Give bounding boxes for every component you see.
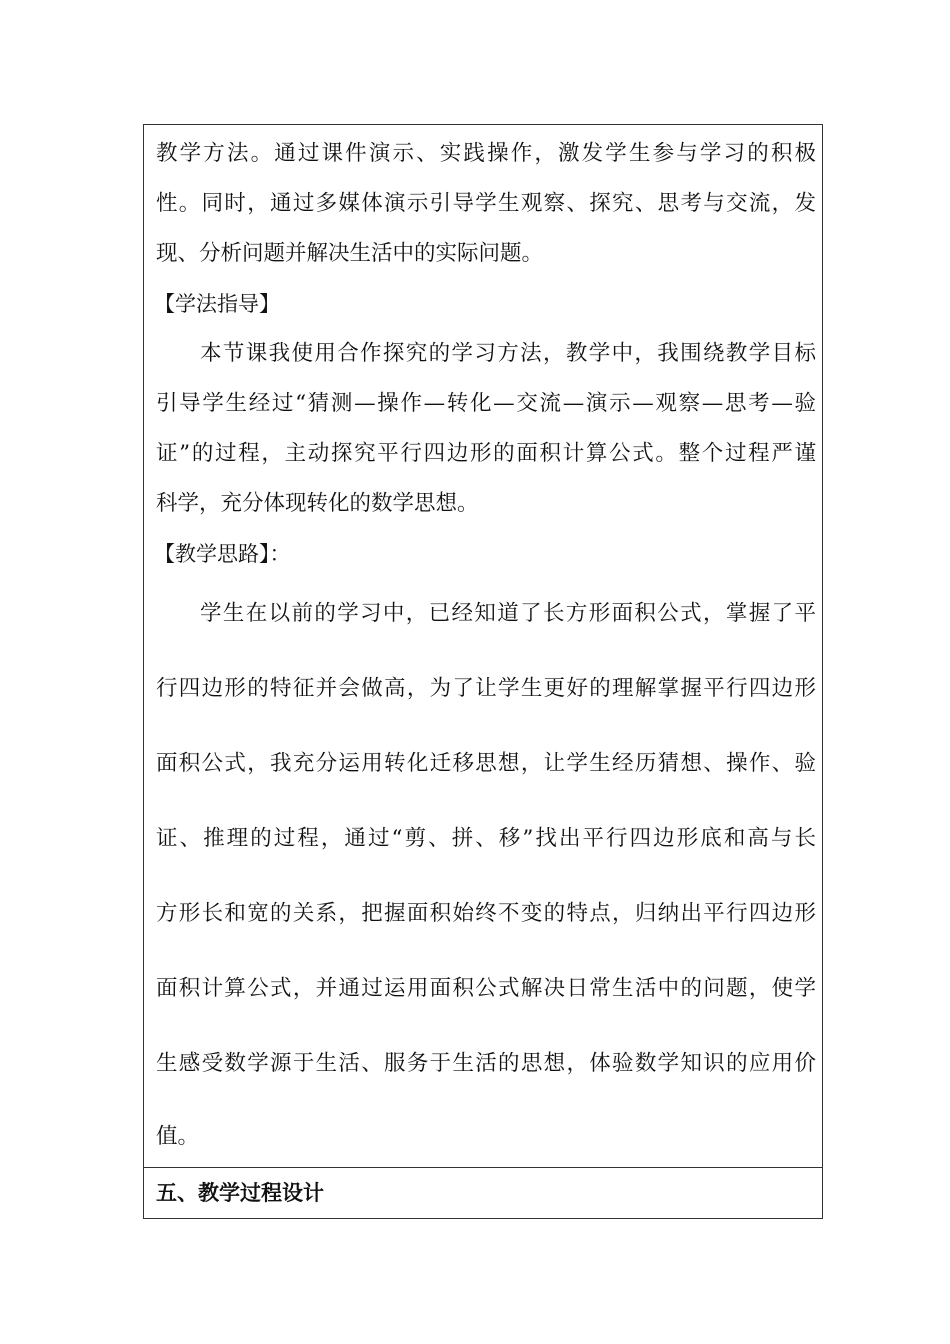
teaching-idea-line: 证、推理的过程，通过“剪、拼、移”找出平行四边形底和高与长 — [156, 826, 816, 851]
intro-line: 教学方法。通过课件演示、实践操作，激发学生参与学习的积极 — [156, 141, 816, 166]
teaching-idea-heading: 【教学思路】： — [154, 542, 291, 566]
teaching-idea-line: 方形长和宽的关系，把握面积始终不变的特点，归纳出平行四边形 — [156, 901, 816, 926]
study-method-line: 科学，充分体现转化的数学思想。 — [156, 491, 479, 516]
teaching-idea-line: 面积计算公式，并通过运用面积公式解决日常生活中的问题，使学 — [156, 976, 816, 1001]
lesson-plan-table — [143, 124, 823, 1219]
teaching-idea-line: 学生在以前的学习中，已经知道了长方形面积公式，掌握了平 — [200, 601, 816, 626]
content-cell — [144, 125, 822, 1168]
study-method-line: 引导学生经过“猜测—操作—转化—交流—演示—观察—思考—验 — [156, 391, 816, 416]
section-five-cell — [144, 1168, 822, 1218]
teaching-idea-line: 值。 — [156, 1124, 200, 1149]
intro-line: 性。同时，通过多媒体演示引导学生观察、探究、思考与交流，发 — [156, 191, 816, 216]
study-method-heading: 【学法指导】 — [154, 292, 280, 316]
section-five-title: 五、教学过程设计 — [156, 1180, 324, 1205]
teaching-idea-line: 行四边形的特征并会做高，为了让学生更好的理解掌握平行四边形 — [156, 676, 816, 701]
teaching-idea-line: 生感受数学源于生活、服务于生活的思想，体验数学知识的应用价 — [156, 1051, 816, 1076]
study-method-line: 本节课我使用合作探究的学习方法，教学中，我围绕教学目标 — [200, 341, 816, 366]
study-method-line: 证”的过程，主动探究平行四边形的面积计算公式。整个过程严谨 — [156, 441, 816, 466]
teaching-idea-line: 面积公式，我充分运用转化迁移思想，让学生经历猜想、操作、验 — [156, 751, 816, 776]
intro-line: 现、分析问题并解决生活中的实际问题。 — [156, 241, 544, 266]
